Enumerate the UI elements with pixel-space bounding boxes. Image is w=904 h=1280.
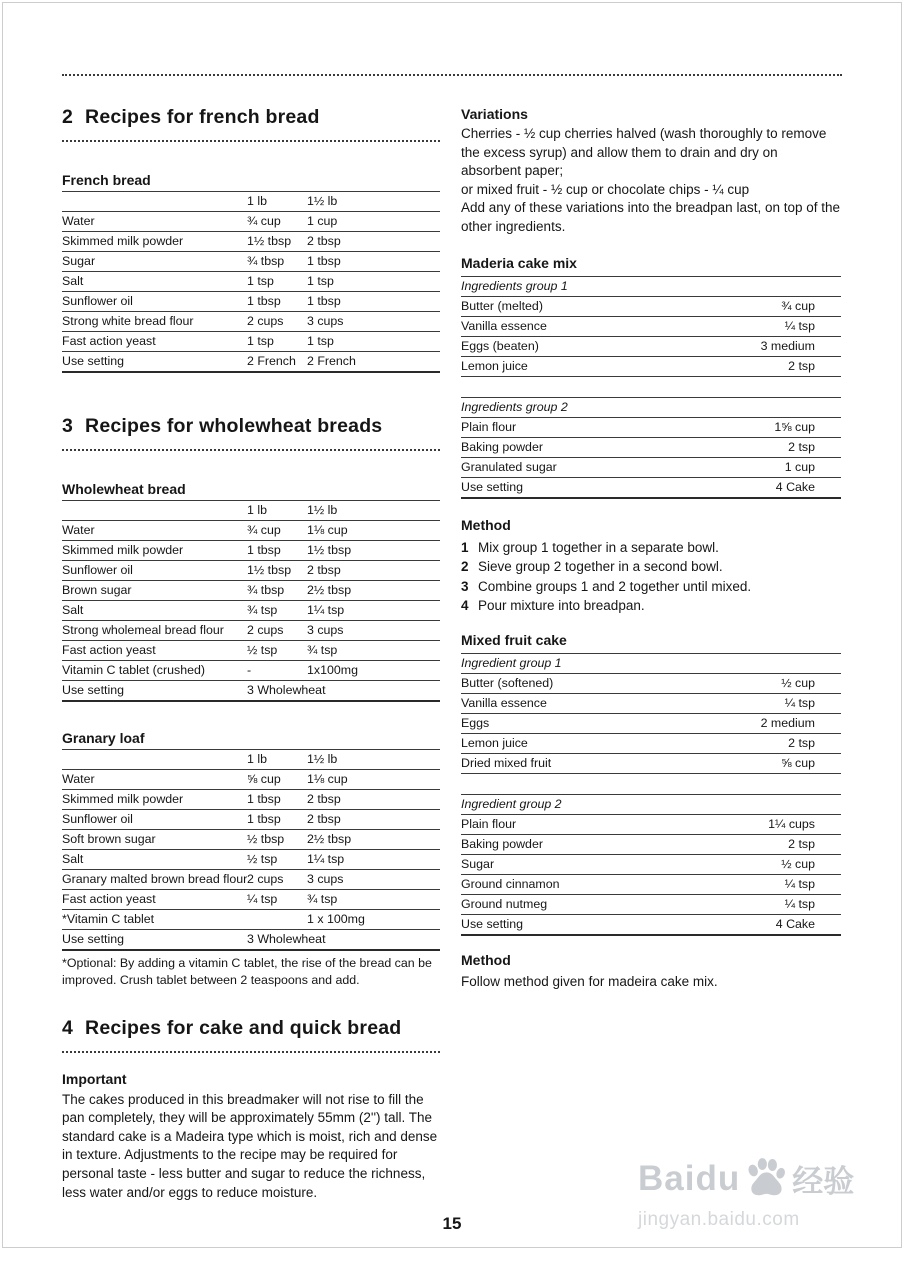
table-row	[62, 601, 440, 621]
amount-cell: 1 tbsp	[307, 252, 440, 272]
ingredient-cell: Water	[62, 212, 247, 232]
section-title: Recipes for cake and quick bread	[85, 1016, 402, 1039]
amount-cell: 2 tsp	[651, 437, 841, 457]
page-number: 15	[442, 1214, 462, 1233]
amount-cell: ¼ tsp	[651, 693, 841, 713]
amount-cell: 2 tbsp	[307, 810, 440, 830]
amount-cell: ½ tsp	[247, 641, 307, 661]
amount-cell: ¼ tsp	[247, 890, 307, 910]
mixed-fruit-group1-table	[461, 653, 841, 774]
amount-cell: ½ cup	[651, 854, 841, 874]
baidu-jingyan-watermark	[638, 1154, 878, 1231]
ingredient-cell: Sunflower oil	[62, 292, 247, 312]
amount-cell: 2½ tbsp	[307, 581, 440, 601]
table-row	[62, 870, 440, 890]
amount-cell: 1⅝ cup	[651, 417, 841, 437]
section-heading-cake-quick-bread	[62, 1017, 440, 1053]
size-col-2-header: 1½ lb	[307, 192, 440, 212]
method-step	[461, 596, 841, 616]
watermark-brand-row	[638, 1154, 878, 1203]
group-header-row	[461, 794, 841, 814]
table-row	[62, 272, 440, 292]
amount-cell: 4 Cake	[651, 477, 841, 498]
size-col-1-header: 1 lb	[247, 192, 307, 212]
amount-cell: 1x100mg	[307, 661, 440, 681]
amount-cell: 4 Cake	[651, 914, 841, 935]
amount-cell: 2 cups	[247, 621, 307, 641]
group-header-row	[461, 276, 841, 296]
amount-cell: 1½ tbsp	[247, 561, 307, 581]
amount-cell: 2 tsp	[651, 356, 841, 376]
section-title: Recipes for wholewheat breads	[85, 415, 383, 437]
table-row	[62, 910, 440, 930]
amount-cell: 1 tbsp	[247, 790, 307, 810]
ingredient-cell: Dried mixed fruit	[461, 753, 651, 773]
french-bread-table-title: French bread	[62, 172, 151, 188]
table-row	[62, 770, 440, 790]
step-text: Sieve group 2 together in a second bowl.	[478, 559, 723, 575]
variations-paragraph-2: or mixed fruit - ½ cup or chocolate chips - ¼ cup	[461, 181, 750, 197]
amount-cell: 3 medium	[651, 336, 841, 356]
wholewheat-bread-table-title: Wholewheat bread	[62, 481, 186, 497]
table-row	[461, 356, 841, 376]
table-row	[62, 661, 440, 681]
table-row	[461, 437, 841, 457]
table-row	[461, 477, 841, 498]
amount-cell: 1 tsp	[307, 272, 440, 292]
section-heading-wholewheat-breads	[62, 415, 440, 451]
table-row	[62, 581, 440, 601]
ingredient-cell: Use setting	[461, 477, 651, 498]
baidu-brand-text: Baidu	[638, 1158, 741, 1198]
section-number: 3	[62, 415, 74, 437]
table-row	[62, 312, 440, 332]
amount-cell: ¼ tsp	[651, 874, 841, 894]
group-header: Ingredients group 1	[461, 276, 841, 296]
empty-header-cell	[62, 501, 247, 521]
method2-text: Follow method given for madeira cake mix.	[461, 973, 718, 989]
french-bread-table	[62, 191, 440, 373]
size-col-1-header: 1 lb	[247, 501, 307, 521]
amount-cell: ¾ tbsp	[247, 581, 307, 601]
ingredient-cell: Sugar	[461, 854, 651, 874]
mixed-fruit-cake-title: Mixed fruit cake	[461, 631, 567, 648]
table-row	[62, 790, 440, 810]
amount-cell: ¾ cup	[247, 212, 307, 232]
ingredient-cell: Skimmed milk powder	[62, 790, 247, 810]
ingredient-cell: Ground cinnamon	[461, 874, 651, 894]
amount-cell: 1⅛ cup	[307, 521, 440, 541]
ingredient-cell: Plain flour	[461, 417, 651, 437]
amount-cell	[247, 910, 307, 930]
table-row	[62, 890, 440, 910]
amount-cell: ¾ tsp	[247, 601, 307, 621]
table-row	[62, 252, 440, 272]
step-number: 4	[461, 598, 469, 614]
amount-cell: ¾ tsp	[307, 890, 440, 910]
step-text: Mix group 1 together in a separate bowl.	[478, 539, 719, 555]
empty-header-cell	[62, 192, 247, 212]
watermark-url: jingyan.baidu.com	[638, 1209, 800, 1230]
ingredient-cell: Sugar	[62, 252, 247, 272]
top-dotted-rule	[62, 74, 842, 76]
ingredient-cell: Ground nutmeg	[461, 894, 651, 914]
amount-cell: 1¼ tsp	[307, 850, 440, 870]
table-row	[461, 834, 841, 854]
table-header-row	[62, 750, 440, 770]
table-row	[62, 352, 440, 373]
ingredient-cell: Salt	[62, 850, 247, 870]
method-title: Method	[461, 951, 511, 968]
amount-cell: 1½ tbsp	[247, 232, 307, 252]
amount-cell: ¾ tsp	[307, 641, 440, 661]
table-row	[461, 733, 841, 753]
ingredient-cell: Use setting	[62, 352, 247, 373]
amount-cell: 1 tsp	[307, 332, 440, 352]
ingredient-cell: Water	[62, 770, 247, 790]
amount-cell: 1 tbsp	[307, 292, 440, 312]
important-title: Important	[62, 1070, 127, 1087]
amount-cell: ¾ cup	[247, 521, 307, 541]
ingredient-cell: Plain flour	[461, 814, 651, 834]
ingredient-cell: Vanilla essence	[461, 693, 651, 713]
table-row	[461, 753, 841, 773]
ingredient-cell: Use setting	[461, 914, 651, 935]
section-number: 2	[62, 106, 74, 128]
table-row	[62, 810, 440, 830]
ingredient-cell: Granulated sugar	[461, 457, 651, 477]
table-row	[461, 417, 841, 437]
amount-cell: 2 tsp	[651, 834, 841, 854]
baidu-paw-icon	[744, 1154, 788, 1203]
amount-cell: 3 Wholewheat	[247, 681, 440, 702]
ingredient-cell: Brown sugar	[62, 581, 247, 601]
size-col-2-header: 1½ lb	[307, 501, 440, 521]
amount-cell: 2 cups	[247, 312, 307, 332]
amount-cell: 3 cups	[307, 870, 440, 890]
ingredient-cell: Strong wholemeal bread flour	[62, 621, 247, 641]
ingredient-cell: Salt	[62, 272, 247, 292]
amount-cell: 1 cup	[651, 457, 841, 477]
ingredient-cell: Sunflower oil	[62, 810, 247, 830]
amount-cell: 2 tbsp	[307, 232, 440, 252]
table-row	[461, 693, 841, 713]
step-text: Combine groups 1 and 2 together until mixed.	[478, 578, 752, 594]
amount-cell: ½ cup	[651, 673, 841, 693]
wholewheat-bread-table	[62, 500, 440, 702]
amount-cell: 2 tsp	[651, 733, 841, 753]
maderia-group1-table	[461, 276, 841, 377]
ingredient-cell: Use setting	[62, 681, 247, 702]
ingredient-cell: Fast action yeast	[62, 641, 247, 661]
amount-cell: 1 tsp	[247, 272, 307, 292]
table-row	[62, 561, 440, 581]
table-row	[62, 541, 440, 561]
amount-cell: -	[247, 661, 307, 681]
ingredient-cell: Eggs	[461, 713, 651, 733]
table-row	[461, 336, 841, 356]
ingredient-cell: Fast action yeast	[62, 890, 247, 910]
ingredient-cell: Butter (softened)	[461, 673, 651, 693]
amount-cell: 1 tbsp	[247, 292, 307, 312]
amount-cell: 3 Wholewheat	[247, 930, 440, 951]
table-row	[62, 621, 440, 641]
granary-loaf-table	[62, 749, 440, 951]
jingyan-cn-text: 经验	[792, 1164, 855, 1199]
right-column	[461, 100, 841, 991]
table-row	[461, 316, 841, 336]
amount-cell: 1 tbsp	[247, 810, 307, 830]
empty-header-cell	[62, 750, 247, 770]
ingredient-cell: Skimmed milk powder	[62, 541, 247, 561]
amount-cell: ½ tbsp	[247, 830, 307, 850]
ingredient-cell: Eggs (beaten)	[461, 336, 651, 356]
amount-cell: 2 French	[307, 352, 440, 373]
table-row	[62, 232, 440, 252]
ingredient-cell: Baking powder	[461, 834, 651, 854]
amount-cell: 2 medium	[651, 713, 841, 733]
ingredient-cell: *Vitamin C tablet	[62, 910, 247, 930]
variations-paragraph-1: Cherries - ½ cup cherries halved (wash thoroughly to remove the excess syrup) and allow them to drain and dry on absorbent paper;	[461, 126, 827, 179]
group-header-row	[461, 397, 841, 417]
amount-cell: ¾ tbsp	[247, 252, 307, 272]
ingredient-cell: Lemon juice	[461, 356, 651, 376]
method-step	[461, 557, 841, 577]
mixed-fruit-group2-table	[461, 794, 841, 936]
table-row	[62, 850, 440, 870]
important-text: The cakes produced in this breadmaker will not rise to fill the pan completely, they will be approximately 55mm (2'') tall. The standard cake is a Madeira type which is moist, rich and dense in texture. Adjustments to the recipe may be required for personal taste - less butter and sugar to reduce the richness, less water and/or eggs to reduce moisture.	[62, 1091, 438, 1200]
amount-cell: 2 tbsp	[307, 561, 440, 581]
step-number: 1	[461, 539, 469, 555]
variations-paragraph-3: Add any of these variations into the breadpan last, on top of the other ingredients.	[461, 200, 841, 234]
amount-cell: 1⅛ cup	[307, 770, 440, 790]
size-col-2-header: 1½ lb	[307, 750, 440, 770]
amount-cell: ¼ tsp	[651, 316, 841, 336]
table-row	[461, 457, 841, 477]
table-row	[62, 641, 440, 661]
ingredient-cell: Granary malted brown bread flour	[62, 870, 247, 890]
group-header: Ingredient group 2	[461, 794, 841, 814]
amount-cell: ½ tsp	[247, 850, 307, 870]
table-header-row	[62, 501, 440, 521]
amount-cell: ¼ tsp	[651, 894, 841, 914]
amount-cell: 3 cups	[307, 312, 440, 332]
amount-cell: 1¼ cups	[651, 814, 841, 834]
table-row	[62, 930, 440, 951]
amount-cell: 1 tsp	[247, 332, 307, 352]
section-title: Recipes for french bread	[85, 106, 320, 128]
granary-footnote: *Optional: By adding a vitamin C tablet, the rise of the bread can be improved. Crush tablet between 2 teaspoons and add.	[62, 956, 432, 987]
amount-cell: 1½ tbsp	[307, 541, 440, 561]
table-row	[62, 521, 440, 541]
maderia-cake-mix-title: Maderia cake mix	[461, 254, 577, 271]
amount-cell: ¾ cup	[651, 296, 841, 316]
table-row	[62, 332, 440, 352]
table-row	[461, 814, 841, 834]
amount-cell: ⅝ cup	[247, 770, 307, 790]
amount-cell: ⅝ cup	[651, 753, 841, 773]
amount-cell: 2½ tbsp	[307, 830, 440, 850]
amount-cell: 2 French	[247, 352, 307, 373]
table-row	[62, 212, 440, 232]
left-column	[62, 100, 440, 1202]
granary-loaf-table-title: Granary loaf	[62, 730, 145, 746]
ingredient-cell: Skimmed milk powder	[62, 232, 247, 252]
ingredient-cell: Soft brown sugar	[62, 830, 247, 850]
table-header-row	[62, 192, 440, 212]
step-number: 2	[461, 559, 469, 575]
ingredient-cell: Sunflower oil	[62, 561, 247, 581]
ingredient-cell: Fast action yeast	[62, 332, 247, 352]
variations-text	[461, 125, 841, 237]
ingredient-cell: Use setting	[62, 930, 247, 951]
table-row	[461, 914, 841, 935]
step-number: 3	[461, 578, 469, 594]
table-row	[62, 681, 440, 702]
ingredient-cell: Vanilla essence	[461, 316, 651, 336]
amount-cell: 1 cup	[307, 212, 440, 232]
table-row	[62, 830, 440, 850]
group-header: Ingredient group 1	[461, 653, 841, 673]
group-header: Ingredients group 2	[461, 397, 841, 417]
table-row	[461, 713, 841, 733]
amount-cell: 2 tbsp	[307, 790, 440, 810]
amount-cell: 3 cups	[307, 621, 440, 641]
method-title: Method	[461, 516, 511, 533]
variations-title: Variations	[461, 106, 528, 122]
ingredient-cell: Salt	[62, 601, 247, 621]
amount-cell: 1 x 100mg	[307, 910, 440, 930]
method-step	[461, 538, 841, 558]
amount-cell: 2 cups	[247, 870, 307, 890]
ingredient-cell: Water	[62, 521, 247, 541]
amount-cell: 1 tbsp	[247, 541, 307, 561]
table-row	[461, 673, 841, 693]
ingredient-cell: Lemon juice	[461, 733, 651, 753]
size-col-1-header: 1 lb	[247, 750, 307, 770]
step-text: Pour mixture into breadpan.	[478, 598, 645, 614]
group-header-row	[461, 653, 841, 673]
ingredient-cell: Strong white bread flour	[62, 312, 247, 332]
ingredient-cell: Butter (melted)	[461, 296, 651, 316]
ingredient-cell: Vitamin C tablet (crushed)	[62, 661, 247, 681]
maderia-group2-table	[461, 397, 841, 499]
ingredient-cell: Baking powder	[461, 437, 651, 457]
method-steps	[461, 538, 841, 616]
amount-cell: 1¼ tsp	[307, 601, 440, 621]
table-row	[62, 292, 440, 312]
table-row	[461, 296, 841, 316]
section-heading-french-bread	[62, 106, 440, 142]
table-row	[461, 854, 841, 874]
section-number: 4	[62, 1016, 74, 1039]
table-row	[461, 894, 841, 914]
table-row	[461, 874, 841, 894]
method-step	[461, 577, 841, 597]
